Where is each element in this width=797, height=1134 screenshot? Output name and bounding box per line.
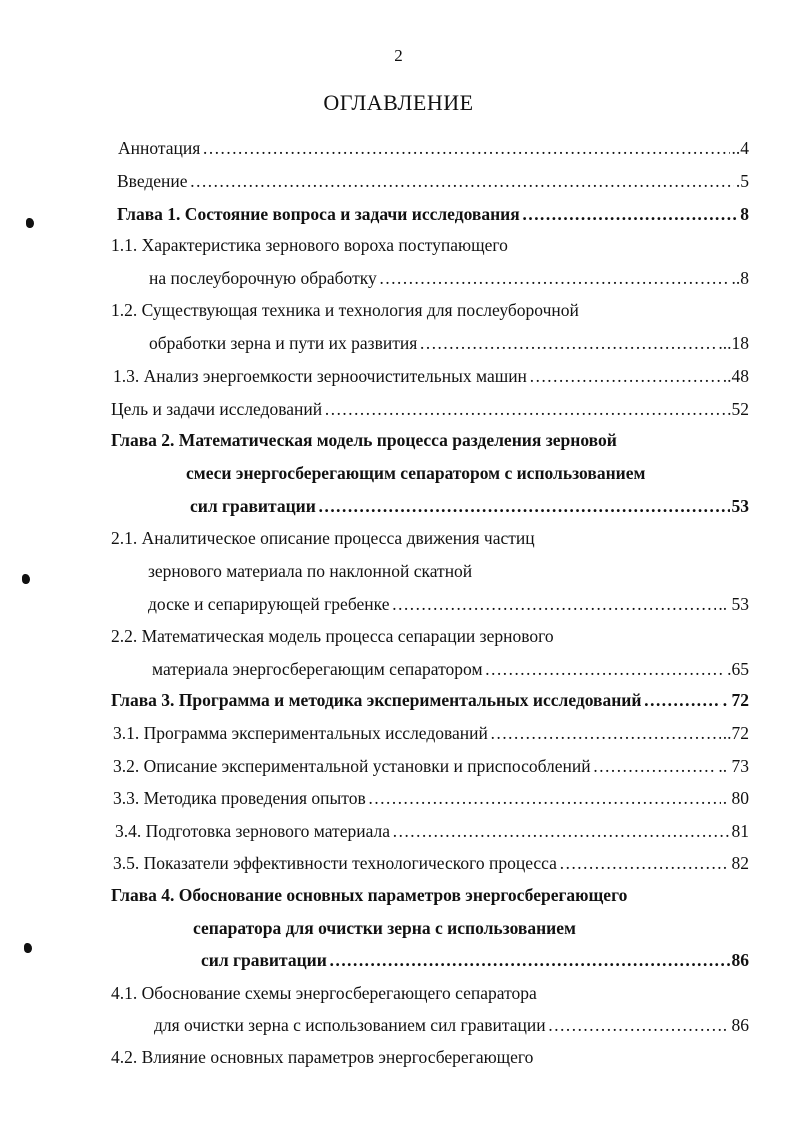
toc-entry-text: для очистки зерна с использованием сил гравитации — [154, 1015, 546, 1035]
toc-entry-text: Глава 1. Состояние вопроса и задачи исследования — [117, 204, 520, 224]
toc-entry-text: Аннотация — [118, 138, 201, 158]
toc-entry-page: . 82 — [722, 853, 749, 873]
toc-entry-text: обработки зерна и пути их развития — [149, 333, 418, 353]
toc-entry-text: 1.3. Анализ энергоемкости зерноочистительных машин — [113, 366, 527, 386]
toc-leader-dots — [548, 1013, 721, 1037]
toc-entry-text: 4.2. Влияние основных параметров энергосберегающего — [111, 1047, 534, 1067]
toc-entry-page: .. 73 — [718, 756, 749, 776]
toc-entry-page: .. 53 — [718, 594, 749, 614]
toc-entry-text: зернового материала по наклонной скатной — [148, 561, 473, 581]
toc-entry-page: ..4 — [731, 138, 749, 158]
toc-entry-text: доске и сепарирующей гребенке — [148, 594, 390, 614]
toc-entry-3-2 — [113, 754, 749, 778]
toc-entry-page: .65 — [727, 659, 749, 679]
toc-leader-dots — [559, 851, 721, 875]
toc-entry-text: 2.1. Аналитическое описание процесса движения частиц — [111, 528, 535, 548]
scan-speck — [22, 574, 30, 584]
toc-entry-page: 81 — [731, 821, 749, 841]
toc-entry-chapter-2-line3 — [190, 494, 749, 518]
toc-entry-page: ..72 — [722, 723, 749, 743]
toc-entry-text: сил гравитации — [201, 950, 327, 970]
toc-leader-dots — [490, 721, 721, 745]
toc-entry-page: 8 — [740, 204, 749, 224]
toc-leader-dots — [318, 494, 730, 518]
toc-entry-text: Цель и задачи исследований — [111, 399, 323, 419]
toc-entry-chapter-2-line2 — [186, 461, 645, 485]
toc-entry-2-1-line2 — [148, 559, 472, 583]
toc-entry-page: . 72 — [722, 690, 749, 710]
toc-entry-page: ..48 — [722, 366, 749, 386]
toc-entry-page: . 80 — [722, 788, 749, 808]
toc-leader-dots — [190, 169, 734, 193]
toc-entry-text: 1.1. Характеристика зернового вороха поступающего — [111, 235, 508, 255]
toc-entry-2-2-line2 — [152, 657, 749, 681]
toc-leader-dots — [324, 397, 725, 421]
toc-entry-chapter-4-line2 — [193, 916, 576, 940]
page-number: 2 — [394, 46, 403, 65]
toc-entry-2-1-line1 — [111, 526, 535, 550]
toc-entry-page: .52 — [727, 399, 749, 419]
toc-entry-3-4 — [115, 819, 749, 843]
toc-leader-dots — [379, 266, 730, 290]
toc-entry-3-1 — [113, 721, 749, 745]
toc-entry-1-1-line2 — [149, 266, 749, 290]
toc-leader-dots — [329, 948, 730, 972]
toc-leader-dots — [419, 331, 716, 355]
scan-speck — [24, 943, 32, 953]
toc-leader-dots — [368, 786, 721, 810]
toc-entry-page: . 86 — [722, 1015, 749, 1035]
toc-leader-dots — [643, 688, 720, 712]
toc-entry-2-1-line3 — [148, 592, 749, 616]
toc-entry-text: сепаратора для очистки зерна с использованием — [193, 918, 576, 938]
toc-leader-dots — [529, 364, 721, 388]
toc-entry-text: Глава 3. Программа и методика экспериментальных исследований — [111, 690, 642, 710]
toc-entry-chapter-4-line1 — [111, 883, 627, 907]
toc-entry-2-2-line1 — [111, 624, 554, 648]
toc-entry-chapter-3 — [111, 688, 749, 712]
toc-entry-text: на послеуборочную обработку — [149, 268, 377, 288]
toc-entry-1-3 — [113, 364, 749, 388]
toc-entry-4-1-line2 — [154, 1013, 749, 1037]
toc-entry-goals — [111, 397, 749, 421]
toc-entry-text: 3.5. Показатели эффективности технологического процесса — [113, 853, 557, 873]
scan-speck — [26, 218, 34, 228]
page-title: ОГЛАВЛЕНИЕ — [323, 90, 474, 115]
toc-leader-dots — [522, 202, 739, 226]
toc-entry-page: ..8 — [731, 268, 749, 288]
toc-leader-dots — [485, 657, 726, 681]
toc-entry-text: 3.1. Программа экспериментальных исследований — [113, 723, 488, 743]
toc-entry-1-1-line1 — [111, 233, 508, 257]
toc-entry-text: Глава 2. Математическая модель процесса разделения зерновой — [111, 430, 617, 450]
toc-entry-annotation — [118, 136, 749, 160]
toc-entry-text: 3.2. Описание экспериментальной установки и приспособлений — [113, 756, 591, 776]
toc-entry-page: 86 — [731, 950, 749, 970]
toc-entry-4-2-line1 — [111, 1045, 533, 1069]
toc-entry-text: 4.1. Обоснование схемы энергосберегающего сепаратора — [111, 983, 537, 1003]
toc-entry-text: 3.4. Подготовка зернового материала — [115, 821, 391, 841]
toc-entry-text: Глава 4. Обоснование основных параметров энергосберегающего — [111, 885, 628, 905]
toc-entry-chapter-4-line3 — [201, 948, 749, 972]
toc-entry-text: материала энергосберегающим сепаратором — [152, 659, 483, 679]
toc-entry-3-5 — [113, 851, 749, 875]
toc-leader-dots — [202, 136, 729, 160]
toc-leader-dots — [392, 819, 729, 843]
toc-entry-chapter-1 — [117, 202, 749, 226]
toc-entry-text: 1.2. Существующая техника и технология для послеуборочной — [111, 300, 579, 320]
toc-entry-text: смеси энергосберегающим сепаратором с использованием — [186, 463, 646, 483]
toc-entry-page: .5 — [735, 171, 749, 191]
toc-entry-page: ...18 — [718, 333, 749, 353]
toc-entry-introduction — [117, 169, 749, 193]
toc-entry-text: сил гравитации — [190, 496, 316, 516]
toc-entry-1-2-line2 — [149, 331, 749, 355]
toc-entry-4-1-line1 — [111, 981, 537, 1005]
toc-entry-page: 53 — [731, 496, 749, 516]
toc-entry-text: Введение — [117, 171, 188, 191]
toc-entry-1-2-line1 — [111, 298, 579, 322]
toc-entry-text: 2.2. Математическая модель процесса сепарации зернового — [111, 626, 554, 646]
toc-leader-dots — [593, 754, 717, 778]
toc-entry-text: 3.3. Методика проведения опытов — [113, 788, 366, 808]
toc-entry-3-3 — [113, 786, 749, 810]
toc-leader-dots — [391, 592, 716, 616]
toc-entry-chapter-2-line1 — [111, 428, 617, 452]
